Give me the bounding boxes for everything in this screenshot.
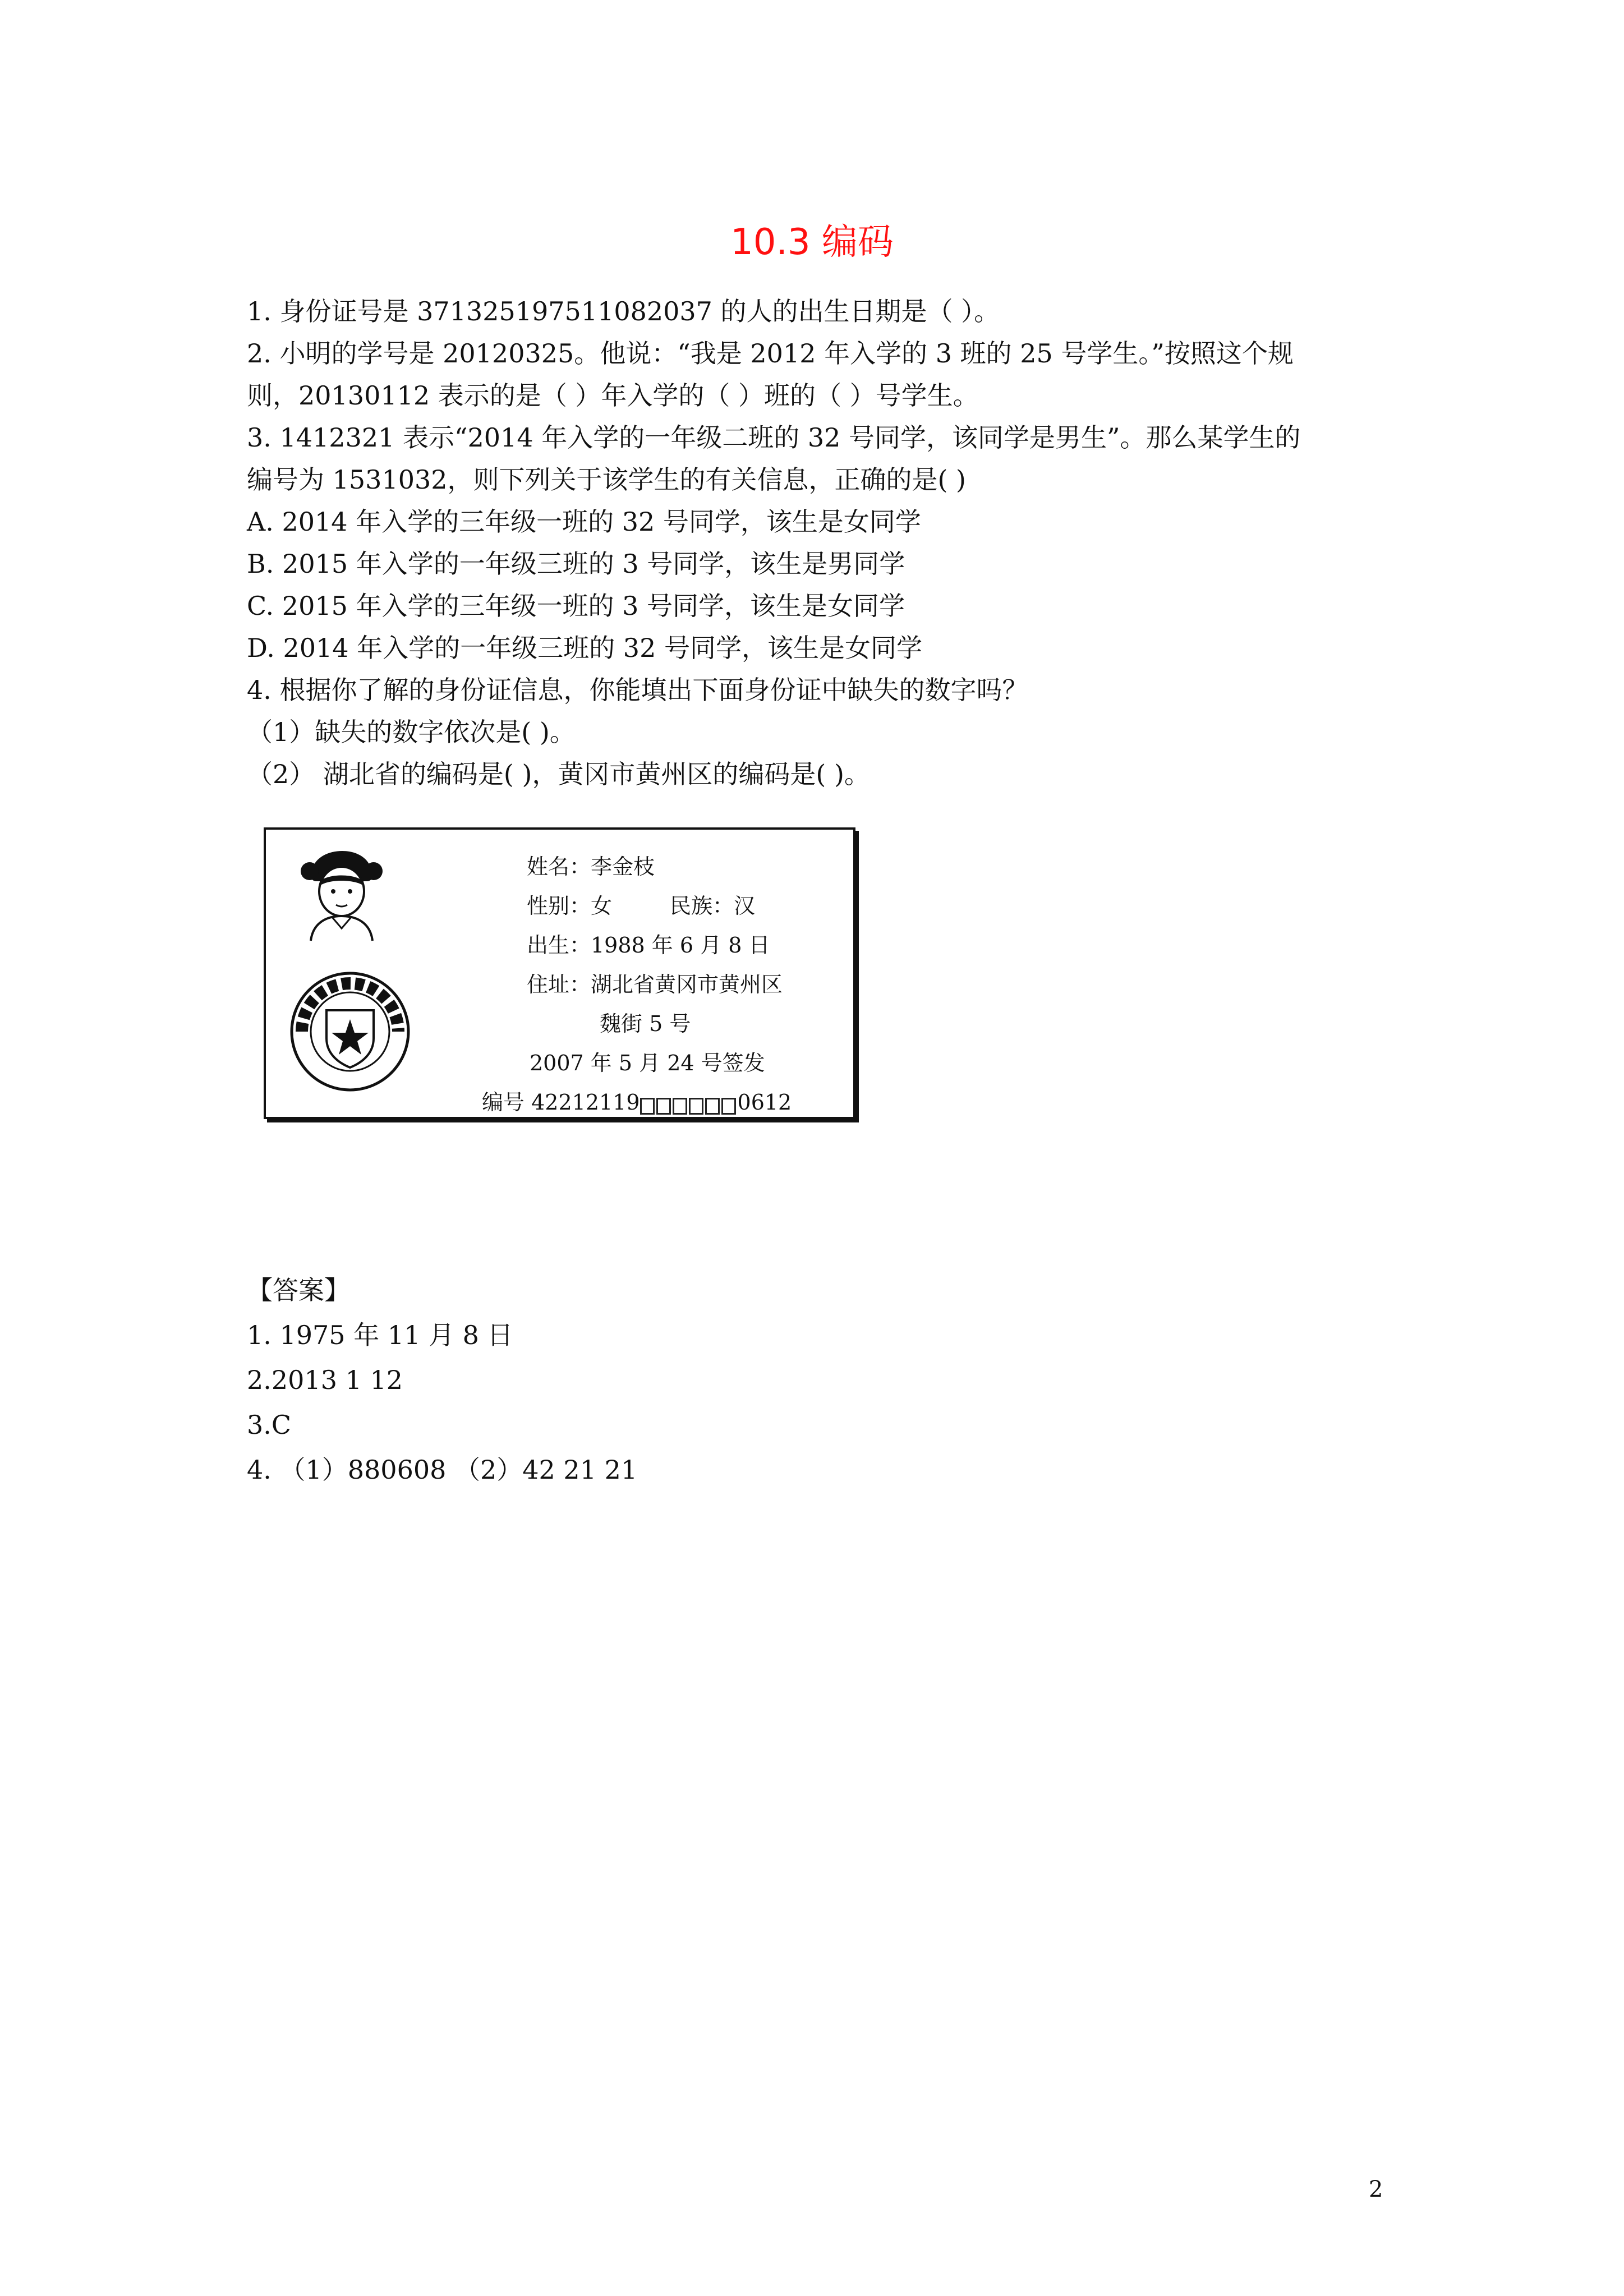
question-3-line-1: 3. 1412321 表示“2014 年入学的一年级二班的 32 号同学，该同学是男生”。那么某学生的 (247, 422, 1301, 453)
missing-digit-box (721, 1098, 736, 1115)
question-1: 1. 身份证号是 371325197511082037 的人的出生日期是（ ）。 (247, 296, 1000, 326)
question-3-option-c: C. 2015 年入学的三年级一班的 3 号同学，该生是女同学 (247, 591, 905, 621)
question-4: 4. 根据你了解的身份证信息，你能填出下面身份证中缺失的数字吗？ (247, 675, 1028, 705)
question-2-line-2: 则，20130112 表示的是（ ）年入学的（ ）班的（ ）号学生。 (247, 380, 979, 411)
answer-3: 3.C (247, 1410, 292, 1440)
missing-digit-box (640, 1098, 655, 1115)
question-2-line-1: 2. 小明的学号是 20120325。他说：“我是 2012 年入学的 3 班的 25 号学生。”按照这个规 (247, 338, 1294, 369)
missing-digit-box (705, 1098, 720, 1115)
answer-2: 2.2013 1 12 (247, 1365, 403, 1395)
missing-digit-box (656, 1098, 671, 1115)
missing-digit-box (689, 1098, 703, 1115)
answers-heading: 【答案】 (247, 1275, 350, 1305)
id-issue-date: 2007 年 5 月 24 号签发 (530, 1051, 765, 1075)
id-number-suffix: 0612 (737, 1090, 792, 1115)
id-address-line-2: 魏街 5 号 (600, 1011, 691, 1036)
id-birth: 出生：1988 年 6 月 8 日 (527, 933, 770, 958)
question-3-option-d: D. 2014 年入学的一年级三班的 32 号同学，该生是女同学 (247, 633, 922, 663)
question-4-sub-2: （2） 湖北省的编码是( )，黄冈市黄州区的编码是( )。 (247, 759, 870, 789)
page-title: 10.3 编码 (730, 222, 894, 263)
id-gender: 性别：女 (527, 894, 613, 918)
question-4-sub-1: （1）缺失的数字依次是( )。 (247, 717, 576, 747)
id-address-line-1: 住址：湖北省黄冈市黄州区 (527, 972, 783, 997)
id-card (264, 827, 855, 1119)
id-number-prefix: 42212119 (531, 1090, 640, 1115)
question-3-option-a: A. 2014 年入学的三年级一班的 32 号同学，该生是女同学 (247, 507, 921, 537)
missing-digit-box (673, 1098, 687, 1115)
id-number-label: 编号 (482, 1090, 525, 1115)
answer-1: 1. 1975 年 11 月 8 日 (247, 1320, 513, 1350)
answer-4: 4. （1）880608 （2）42 21 21 (247, 1455, 638, 1485)
question-3-option-b: B. 2015 年入学的一年级三班的 3 号同学，该生是男同学 (247, 549, 905, 579)
id-number (482, 1085, 792, 1117)
page-number: 2 (1369, 2177, 1383, 2202)
id-number-missing-boxes (640, 1092, 738, 1117)
id-ethnicity: 民族：汉 (670, 894, 756, 918)
police-seal-icon (288, 970, 412, 1093)
girl-portrait-icon (300, 846, 384, 942)
question-3-line-2: 编号为 1531032，则下列关于该学生的有关信息，正确的是( ) (247, 464, 967, 495)
id-name: 姓名：李金枝 (527, 854, 655, 879)
